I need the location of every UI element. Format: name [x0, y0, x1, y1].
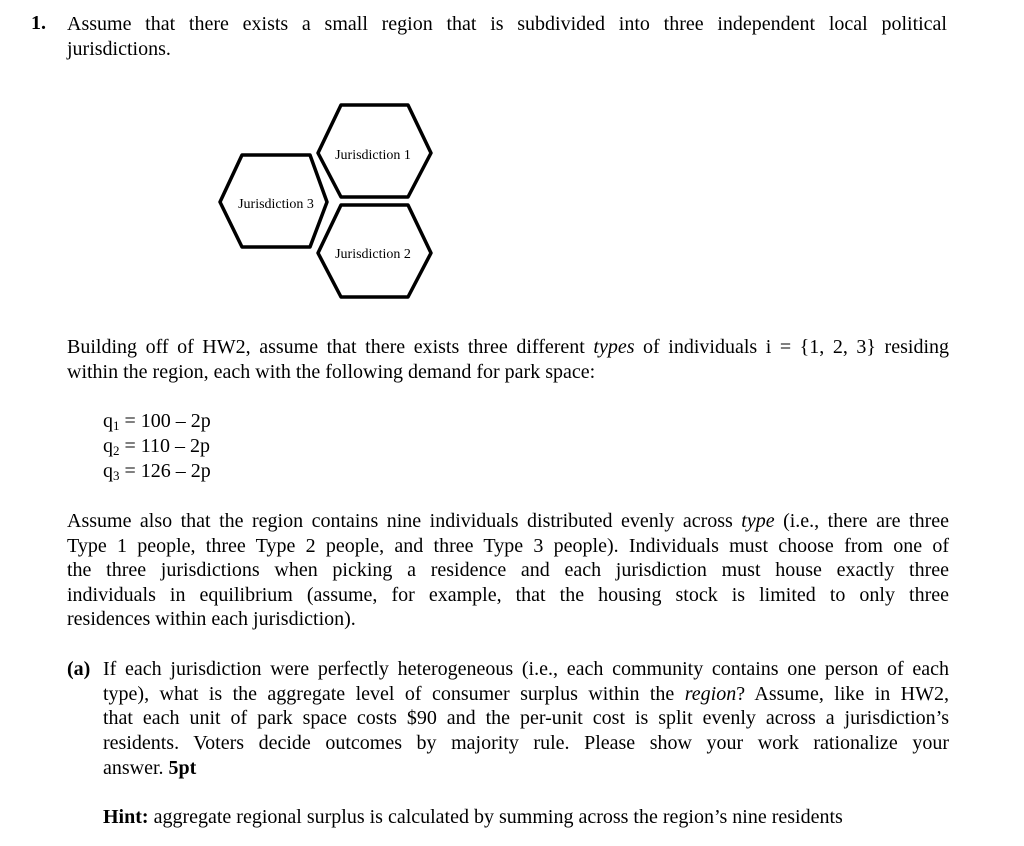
demand-equation-1: $q_1 = 100 - 2p$: [103, 410, 211, 433]
part-a-line-1: If each jurisdiction were perfectly heterogeneous (i.e., each community contains one person of each: [103, 658, 949, 680]
part-a-label: (a): [67, 658, 91, 680]
paragraph2-line-1: Building off of HW2, assume that there exists three different types of individuals i = {1, 2, 3} residing: [67, 336, 949, 358]
part-a-line-3: that each unit of park space costs $90 and the per-unit cost is split evenly across a jurisdiction’s: [103, 707, 949, 729]
demand-equation-2: $q_2 = 110 - 2p$: [103, 435, 211, 458]
hint-label: Hint:: [103, 806, 149, 828]
part-a-line-5: answer. 5pt: [103, 757, 197, 779]
hint-line: Hint: aggregate regional surplus is calculated by summing across the region’s nine residents: [103, 806, 843, 828]
jurisdiction-diagram: [0, 0, 1024, 320]
label-jurisdiction-1: Jurisdiction 1: [335, 148, 411, 163]
label-jurisdiction-3: Jurisdiction 3: [238, 197, 314, 212]
paragraph3-line-1: Assume also that the region contains nine individuals distributed evenly across type (i.e., there are three: [67, 510, 949, 532]
paragraph3-line-3: the three jurisdictions when picking a residence and each jurisdiction must house exactly three: [67, 559, 949, 581]
demand-equation-3: $q_3 = 126 - 2p$: [103, 460, 211, 483]
paragraph3-line-2: Type 1 people, three Type 2 people, and three Type 3 people). Individuals must choose from one of: [67, 535, 949, 557]
points-badge: 5pt: [168, 757, 197, 779]
paragraph3-line-5: residences within each jurisdiction).: [67, 608, 356, 630]
intro-line-1: Assume that there exists a small region that is subdivided into three independent local political: [67, 13, 947, 35]
question-number: 1.: [31, 12, 46, 34]
label-jurisdiction-2: Jurisdiction 2: [335, 247, 411, 262]
intro-line-2: jurisdictions.: [67, 38, 171, 60]
paragraph2-line-2: within the region, each with the following demand for park space:: [67, 361, 596, 383]
paragraph3-line-4: individuals in equilibrium (assume, for example, that the housing stock is limited to only three: [67, 584, 949, 606]
part-a-line-4: residents. Voters decide outcomes by majority rule. Please show your work rationalize your: [103, 732, 949, 754]
part-a-line-2: type), what is the aggregate level of consumer surplus within the region? Assume, like in HW2,: [103, 683, 949, 705]
